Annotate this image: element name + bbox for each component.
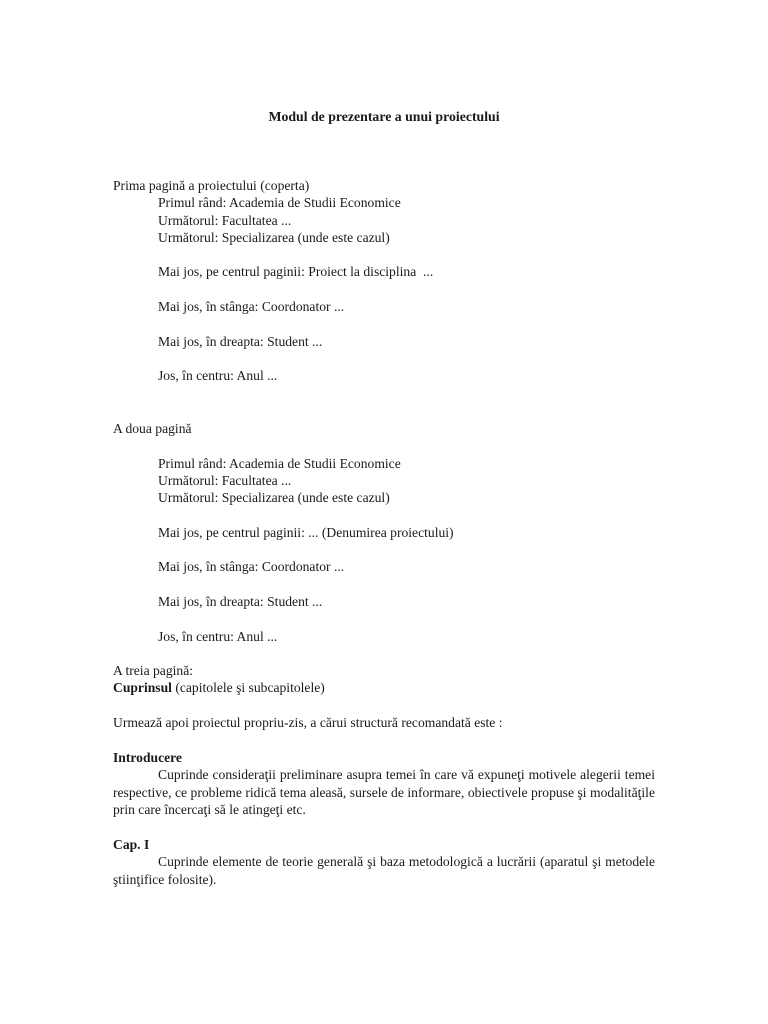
- third-page-heading: A treia pagină:: [113, 663, 194, 678]
- section-second-page: [113, 420, 655, 645]
- first-page-heading: Prima pagină a proiectului (coperta): [113, 178, 310, 193]
- first-page-line: Următorul: Facultatea ...: [158, 212, 292, 228]
- introducere-paragraph: Cuprinde consideraţii preliminare asupra temei în care vă expuneţi motivele alegerii temei respective, ce probleme ridică tema aleasă, sursele de informare, obiectivele propuse şi modalităţile prin care încercaţi să le atingeţi etc.: [113, 767, 655, 817]
- first-page-line: Mai jos, pe centrul paginii: Proiect la disciplina ...: [158, 264, 434, 280]
- structure-intro: [113, 714, 655, 731]
- section-cap-1: [113, 836, 655, 888]
- first-page-line: Următorul: Specializarea (unde este cazul): [158, 229, 390, 245]
- second-page-line: Următorul: Specializarea (unde este cazul): [158, 490, 390, 506]
- section-third-page: [113, 662, 655, 697]
- section-first-page: [113, 177, 655, 385]
- cap-1-paragraph: Cuprinde elemente de teorie generală şi baza metodologică a lucrării (aparatul şi metodele ştiinţifice folosite).: [113, 854, 655, 887]
- introducere-heading: Introducere: [113, 750, 182, 765]
- cap-1-heading: Cap. I: [113, 837, 150, 852]
- contents-description: (capitolele şi subcapitolele): [171, 680, 325, 696]
- first-page-line: Jos, în centru: Anul ...: [158, 368, 278, 384]
- second-page-line: Următorul: Facultatea ...: [158, 472, 292, 488]
- section-introducere: [113, 749, 655, 818]
- second-page-line: Mai jos, în stânga: Coordonator ...: [158, 559, 345, 575]
- contents-label: Cuprinsul: [113, 680, 172, 696]
- first-page-line: Mai jos, în stânga: Coordonator ...: [158, 299, 345, 315]
- second-page-line: Mai jos, pe centrul paginii: ... (Denumirea proiectului): [158, 524, 454, 540]
- second-page-line: Mai jos, în dreapta: Student ...: [158, 593, 323, 609]
- contents-line: [113, 679, 655, 696]
- second-page-heading: A doua pagină: [113, 421, 192, 436]
- first-page-line: Primul rând: Academia de Studii Economice: [158, 195, 401, 211]
- document-title: Modul de prezentare a unui proiectului: [268, 109, 500, 124]
- second-page-line: Primul rând: Academia de Studii Economice: [158, 455, 401, 471]
- structure-intro-text: Urmează apoi proiectul propriu-zis, a cărui structură recomandată este :: [113, 715, 503, 730]
- second-page-line: Jos, în centru: Anul ...: [158, 628, 278, 644]
- first-page-line: Mai jos, în dreapta: Student ...: [158, 333, 323, 349]
